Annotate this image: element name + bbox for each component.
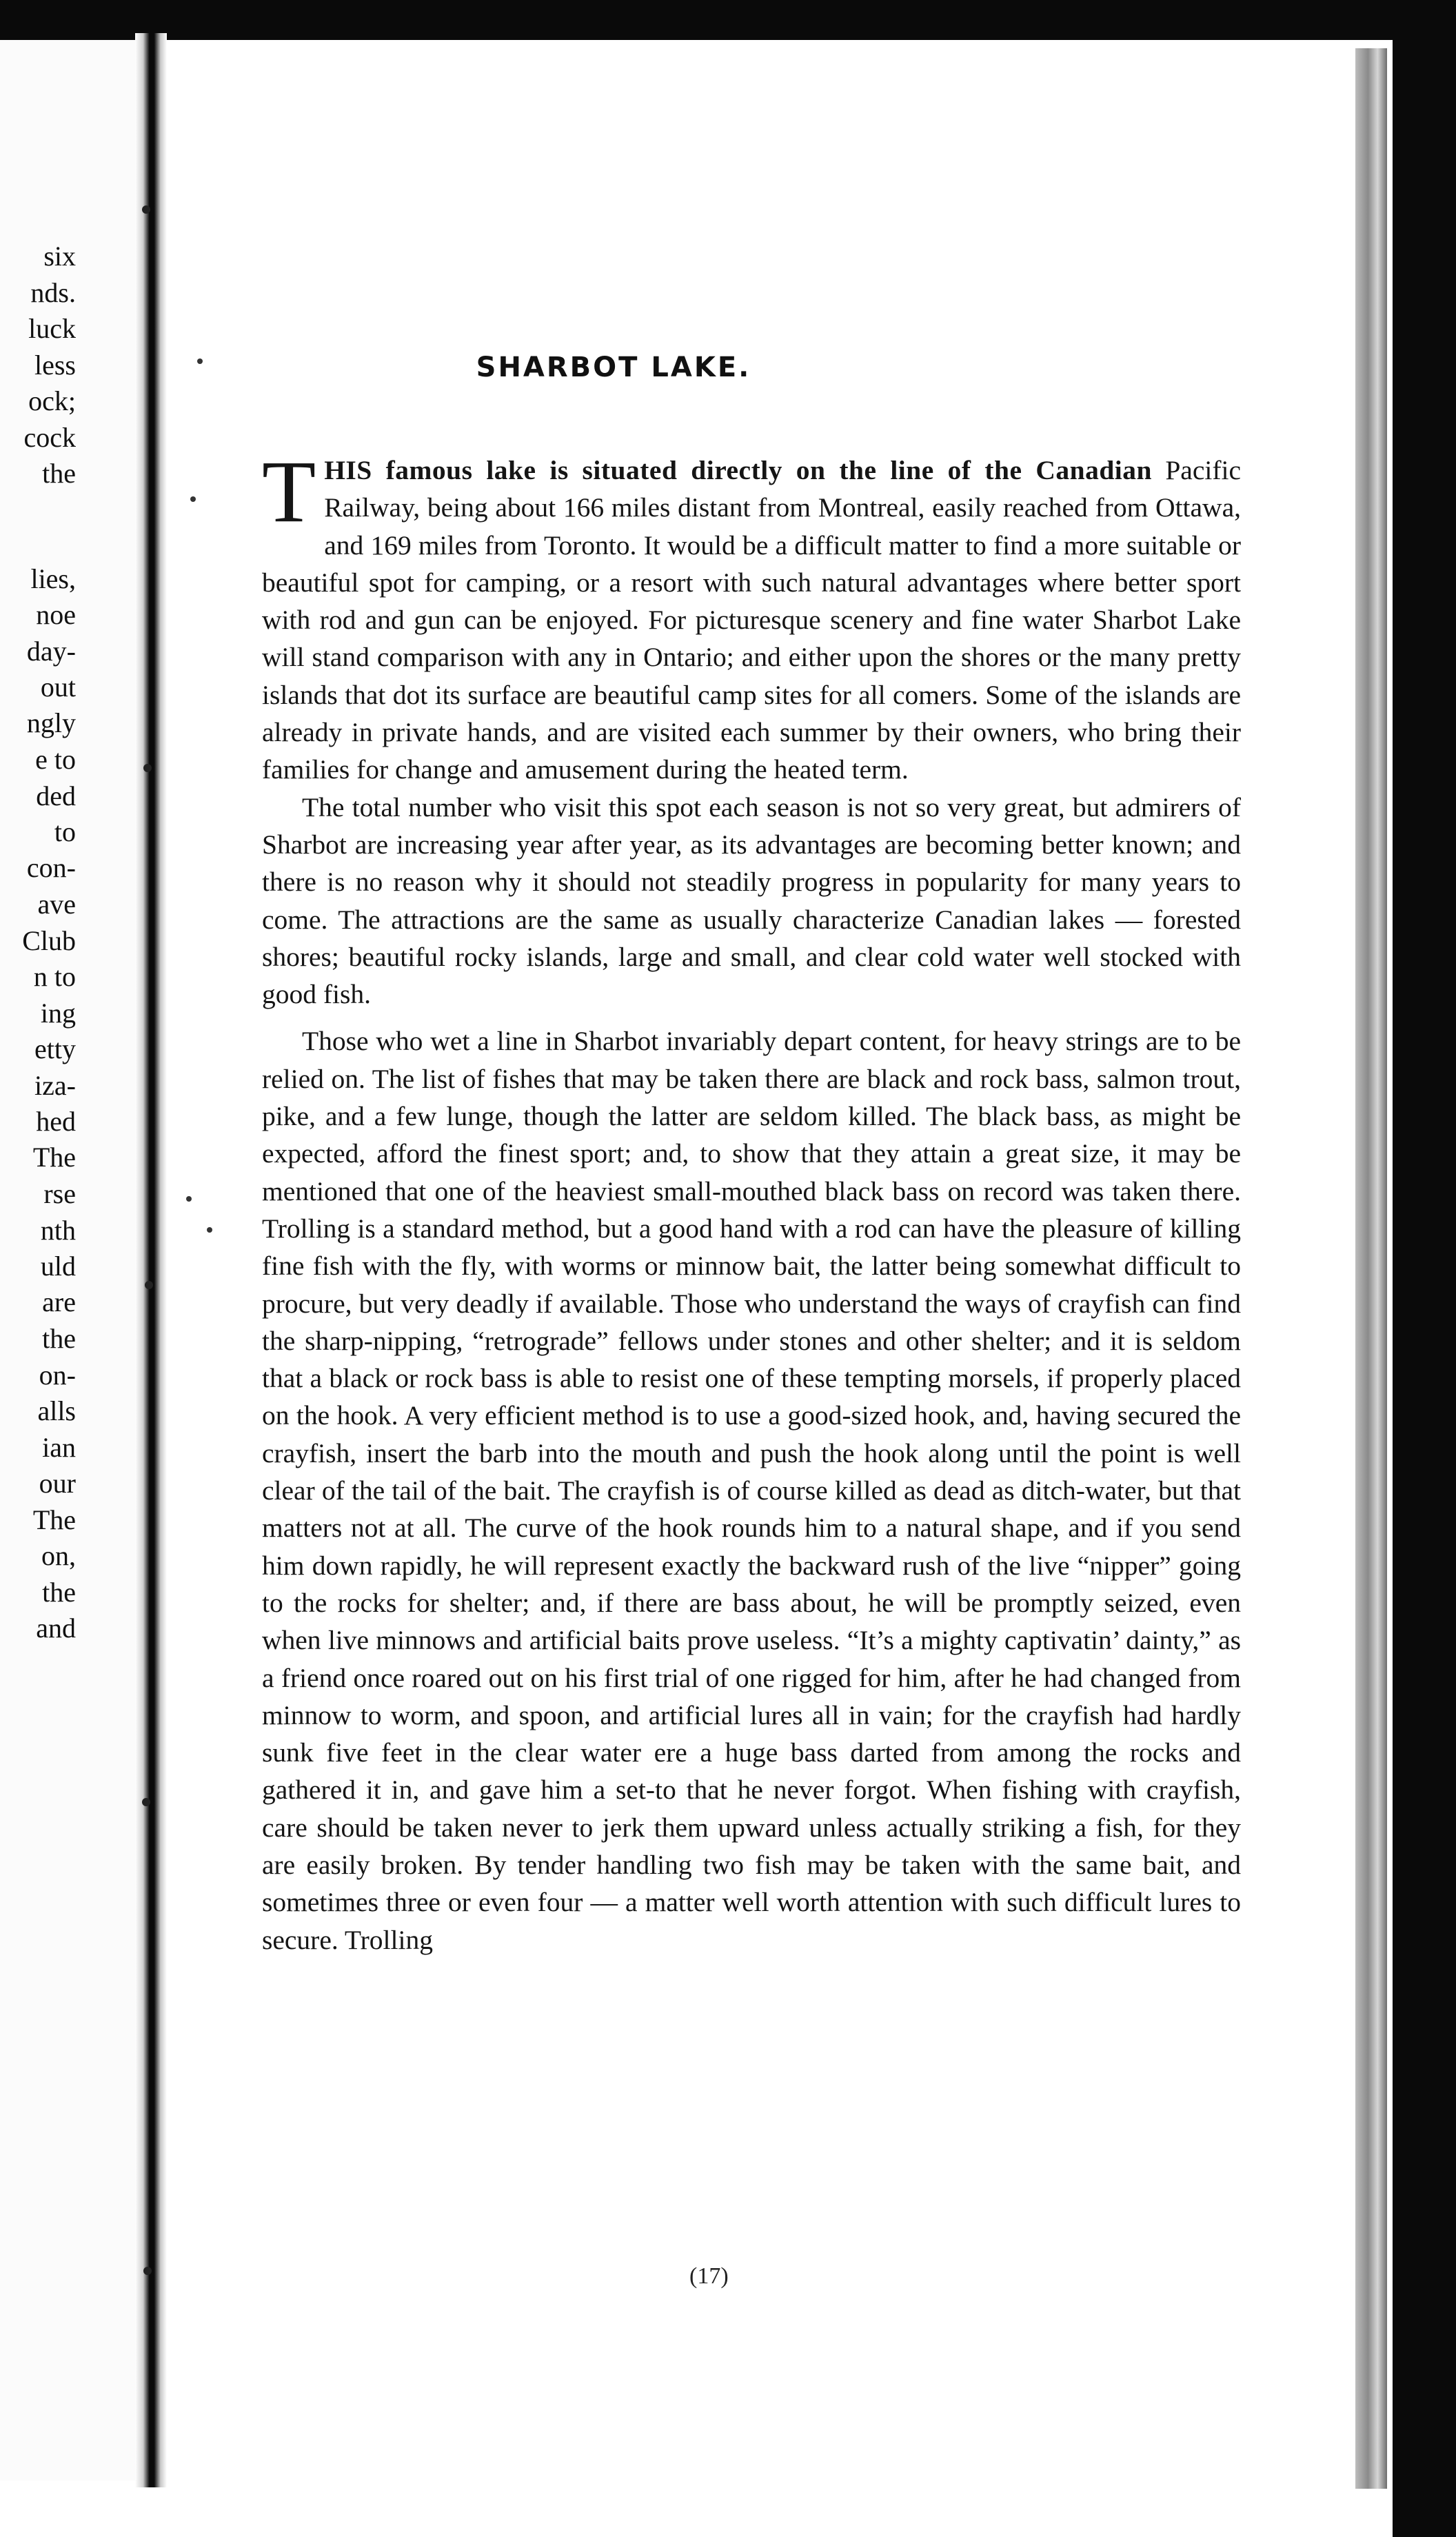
facing-page-fragment: The xyxy=(32,1142,76,1173)
facing-page-fragment: ing xyxy=(40,998,76,1029)
paragraph-3: Those who wet a line in Sharbot invariably depart content, for heavy strings are to be relied on. The list of fishes that may be taken there are black and rock bass, salmon trout, pike, and a few lunge, though the latter are seldom killed. The black bass, as might be expected, afford the finest sport; and, to show that they attain a great size, it may be mentioned that one of the heaviest small-mouthed black bass on record was taken there. Trolling is a standard method, but a good hand with a rod can have the pleasure of killing fine fish with the fly, with worms or minnow bait, the latter being somewhat difficult to procure, but very deadly if available. Those who understand the ways of crayfish can find the sharp-nipping, “retrograde” fellows under stones and other shelter; and it is seldom that a black or rock bass is able to resist one of these tempting morsels, if properly placed on the hook. A very efficient method is to use a good-sized hook, and, having secured the crayfish, insert the barb into the mouth and push the hook along until the point is well clear of the tail of the bait. The crayfish is of course killed as dead as ditch-water, but that matters not at all. The curve of the hook rounds him to a natural shape, and if you send him down rapidly, he will represent exactly the backward rush of the live “nipper” going to the rocks for shelter; and, if there are bass about, he will be promptly seized, even when live minnows and artificial baits prove useless. “It’s a mighty captivatin’ dainty,” as a friend once roared out on his first trial of one rigged for him, after he had changed from minnow to worm, and spoon, and artificial lures all in vain; for the crayfish had hardly sunk five feet in the clear water ere a huge bass darted from among the rocks and gathered it in, and gave him a set-to that he never forgot. When fishing with crayfish, care should be taken never to jerk them upward unless actually striking a fish, for they are easily broken. By tender handling two fish may be taken with the same bait, and sometimes three or even four — a matter well worth attention with such difficult lures to secure. Trolling xyxy=(262,1026,1241,1955)
facing-page-fragment: day- xyxy=(26,636,76,667)
paragraph-1 xyxy=(262,443,1241,789)
article-body xyxy=(262,443,1241,1959)
scan-border-right xyxy=(1393,0,1456,2537)
facing-page-fragment: uld xyxy=(40,1251,76,1282)
facing-page-fragment: luck xyxy=(28,313,76,344)
facing-page-fragment: less xyxy=(34,350,76,381)
facing-page-fragment: ave xyxy=(37,889,76,920)
drop-cap: T xyxy=(262,443,316,540)
facing-page-fragment: ian xyxy=(42,1432,76,1463)
binding-thread-mark xyxy=(143,2267,152,2275)
print-speck xyxy=(190,496,196,502)
facing-page-fragment: out xyxy=(40,671,76,703)
facing-page-fragment: nth xyxy=(40,1215,76,1246)
print-speck xyxy=(186,1196,192,1202)
binding-thread-mark xyxy=(142,205,150,214)
facing-page-fragment: ngly xyxy=(26,707,76,738)
facing-page-fragment: iza- xyxy=(34,1070,76,1101)
facing-page-edge xyxy=(0,40,138,2480)
print-speck xyxy=(197,358,203,364)
facing-page-fragment: alls xyxy=(37,1395,76,1426)
facing-page-fragment: and xyxy=(36,1613,76,1644)
facing-page-fragment: e to xyxy=(35,744,76,775)
lead-in-text: HIS famous lake is situated directly on the line of the Canadian xyxy=(324,455,1152,485)
facing-page-fragment: the xyxy=(42,1323,76,1354)
paragraph-text: Pacific Railway, being about 166 miles distant from Montreal, easily reached from Ottawa, and 169 miles from Toronto. It would be a difficult matter to find a more suitable or beautiful spot for camping, or a resort with such natural advantages where better sport with rod and gun can be enjoyed. For picturesque scenery and fine water Sharbot Lake will stand comparison with any in Ontario; and either upon the shores or the many pretty islands that dot its surface are beautiful camp sites for all comers. Some of the islands are already in private hands, and are visited each summer by their owners, who bring their families for change and amusement during the heated term. xyxy=(262,455,1241,785)
binding-thread-mark xyxy=(142,1798,150,1806)
facing-page-fragment: ock; xyxy=(28,385,76,416)
facing-page-fragment: rse xyxy=(43,1178,76,1209)
page-number: (17) xyxy=(689,2263,729,2289)
facing-page-fragment: to xyxy=(54,816,76,847)
facing-page-fragment: lies, xyxy=(30,563,76,594)
facing-page-fragment: are xyxy=(42,1286,76,1317)
binding-thread-mark xyxy=(145,1281,153,1289)
facing-page-fragment: n to xyxy=(33,961,76,992)
paragraph-2: The total number who visit this spot each season is not so very great, but admirers of Sharbot are increasing year after year, as its advantages are becoming better known; and there is no reason why it should not steadily progress in popularity for many years to come. The attractions are the same as usually characterize Canadian lakes — forested shores; beautiful rocky islands, large and small, and clear cold water well stocked with good fish. xyxy=(262,791,1241,1010)
facing-page-fragment: cock xyxy=(23,422,76,453)
facing-page-fragment: nds. xyxy=(30,277,76,308)
page-stack-edge xyxy=(1355,48,1387,2489)
facing-page-fragment: hed xyxy=(36,1106,76,1137)
facing-page-fragment: The xyxy=(32,1504,76,1535)
binding-thread-mark xyxy=(143,764,152,772)
facing-page-fragment: Club xyxy=(22,925,76,956)
print-speck xyxy=(207,1227,212,1233)
facing-page-fragment: noe xyxy=(36,599,76,630)
facing-page-fragment: on, xyxy=(41,1540,76,1571)
book-gutter xyxy=(135,33,167,2487)
facing-page-fragment: con- xyxy=(26,852,76,883)
facing-page-fragment: the xyxy=(42,458,76,489)
facing-page-fragment: our xyxy=(39,1468,76,1499)
facing-page-fragment: ded xyxy=(36,780,76,811)
facing-page-fragment: six xyxy=(43,241,76,272)
facing-page-fragment: etty xyxy=(34,1033,76,1064)
scan-border-top xyxy=(0,0,1456,40)
facing-page-fragment: the xyxy=(42,1577,76,1608)
facing-page-fragment: on- xyxy=(39,1360,76,1391)
page-title: SHARBOT LAKE. xyxy=(476,352,751,383)
